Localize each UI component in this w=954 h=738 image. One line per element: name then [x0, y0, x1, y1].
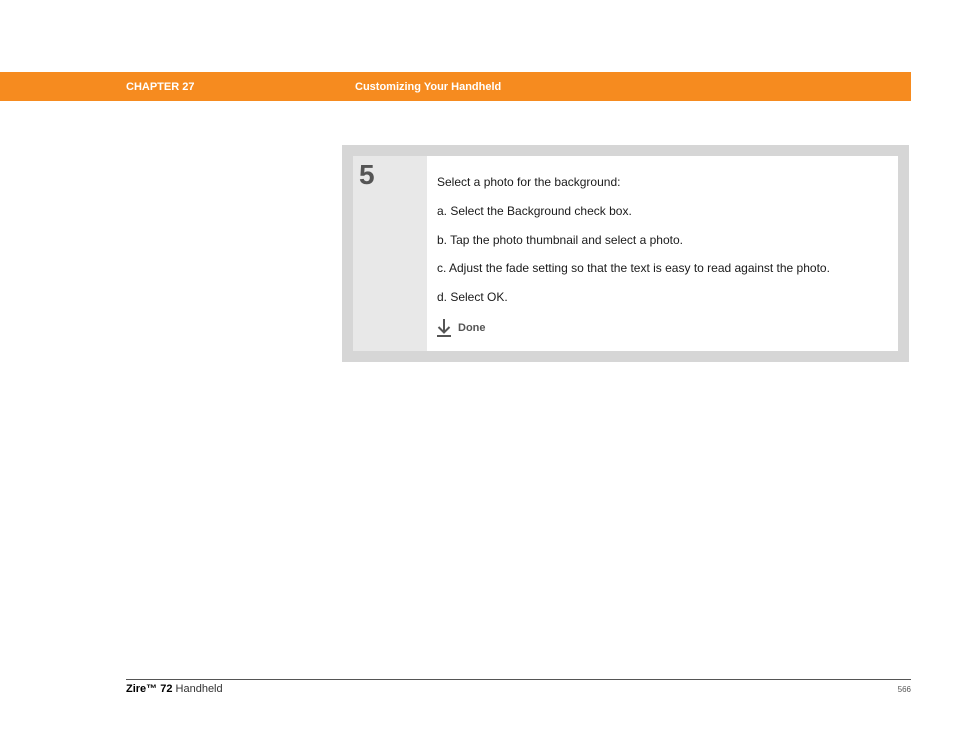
footer-product-name: Zire™ 72 — [126, 683, 173, 695]
step-number: 5 — [359, 159, 375, 190]
step-box — [342, 145, 909, 362]
step-content — [427, 156, 898, 351]
down-arrow-icon — [437, 319, 451, 337]
substep-d: d. Select OK. — [437, 290, 508, 304]
substep-c: c. Adjust the fade setting so that the text is easy to read against the photo. — [437, 261, 830, 275]
substep-b: b. Tap the photo thumbnail and select a photo. — [437, 233, 683, 247]
done-label: Done — [458, 322, 486, 334]
done-marker — [437, 319, 486, 337]
chapter-header-bar — [0, 72, 911, 101]
footer-product-suffix: Handheld — [172, 683, 223, 695]
footer-product — [126, 683, 223, 695]
chapter-title: Customizing Your Handheld — [355, 81, 502, 93]
chapter-label: CHAPTER 27 — [126, 81, 195, 93]
step-number-panel — [353, 156, 427, 351]
page-number: 566 — [897, 685, 911, 694]
footer-divider — [126, 679, 911, 680]
step-intro: Select a photo for the background: — [437, 175, 621, 189]
substep-a: a. Select the Background check box. — [437, 204, 632, 218]
